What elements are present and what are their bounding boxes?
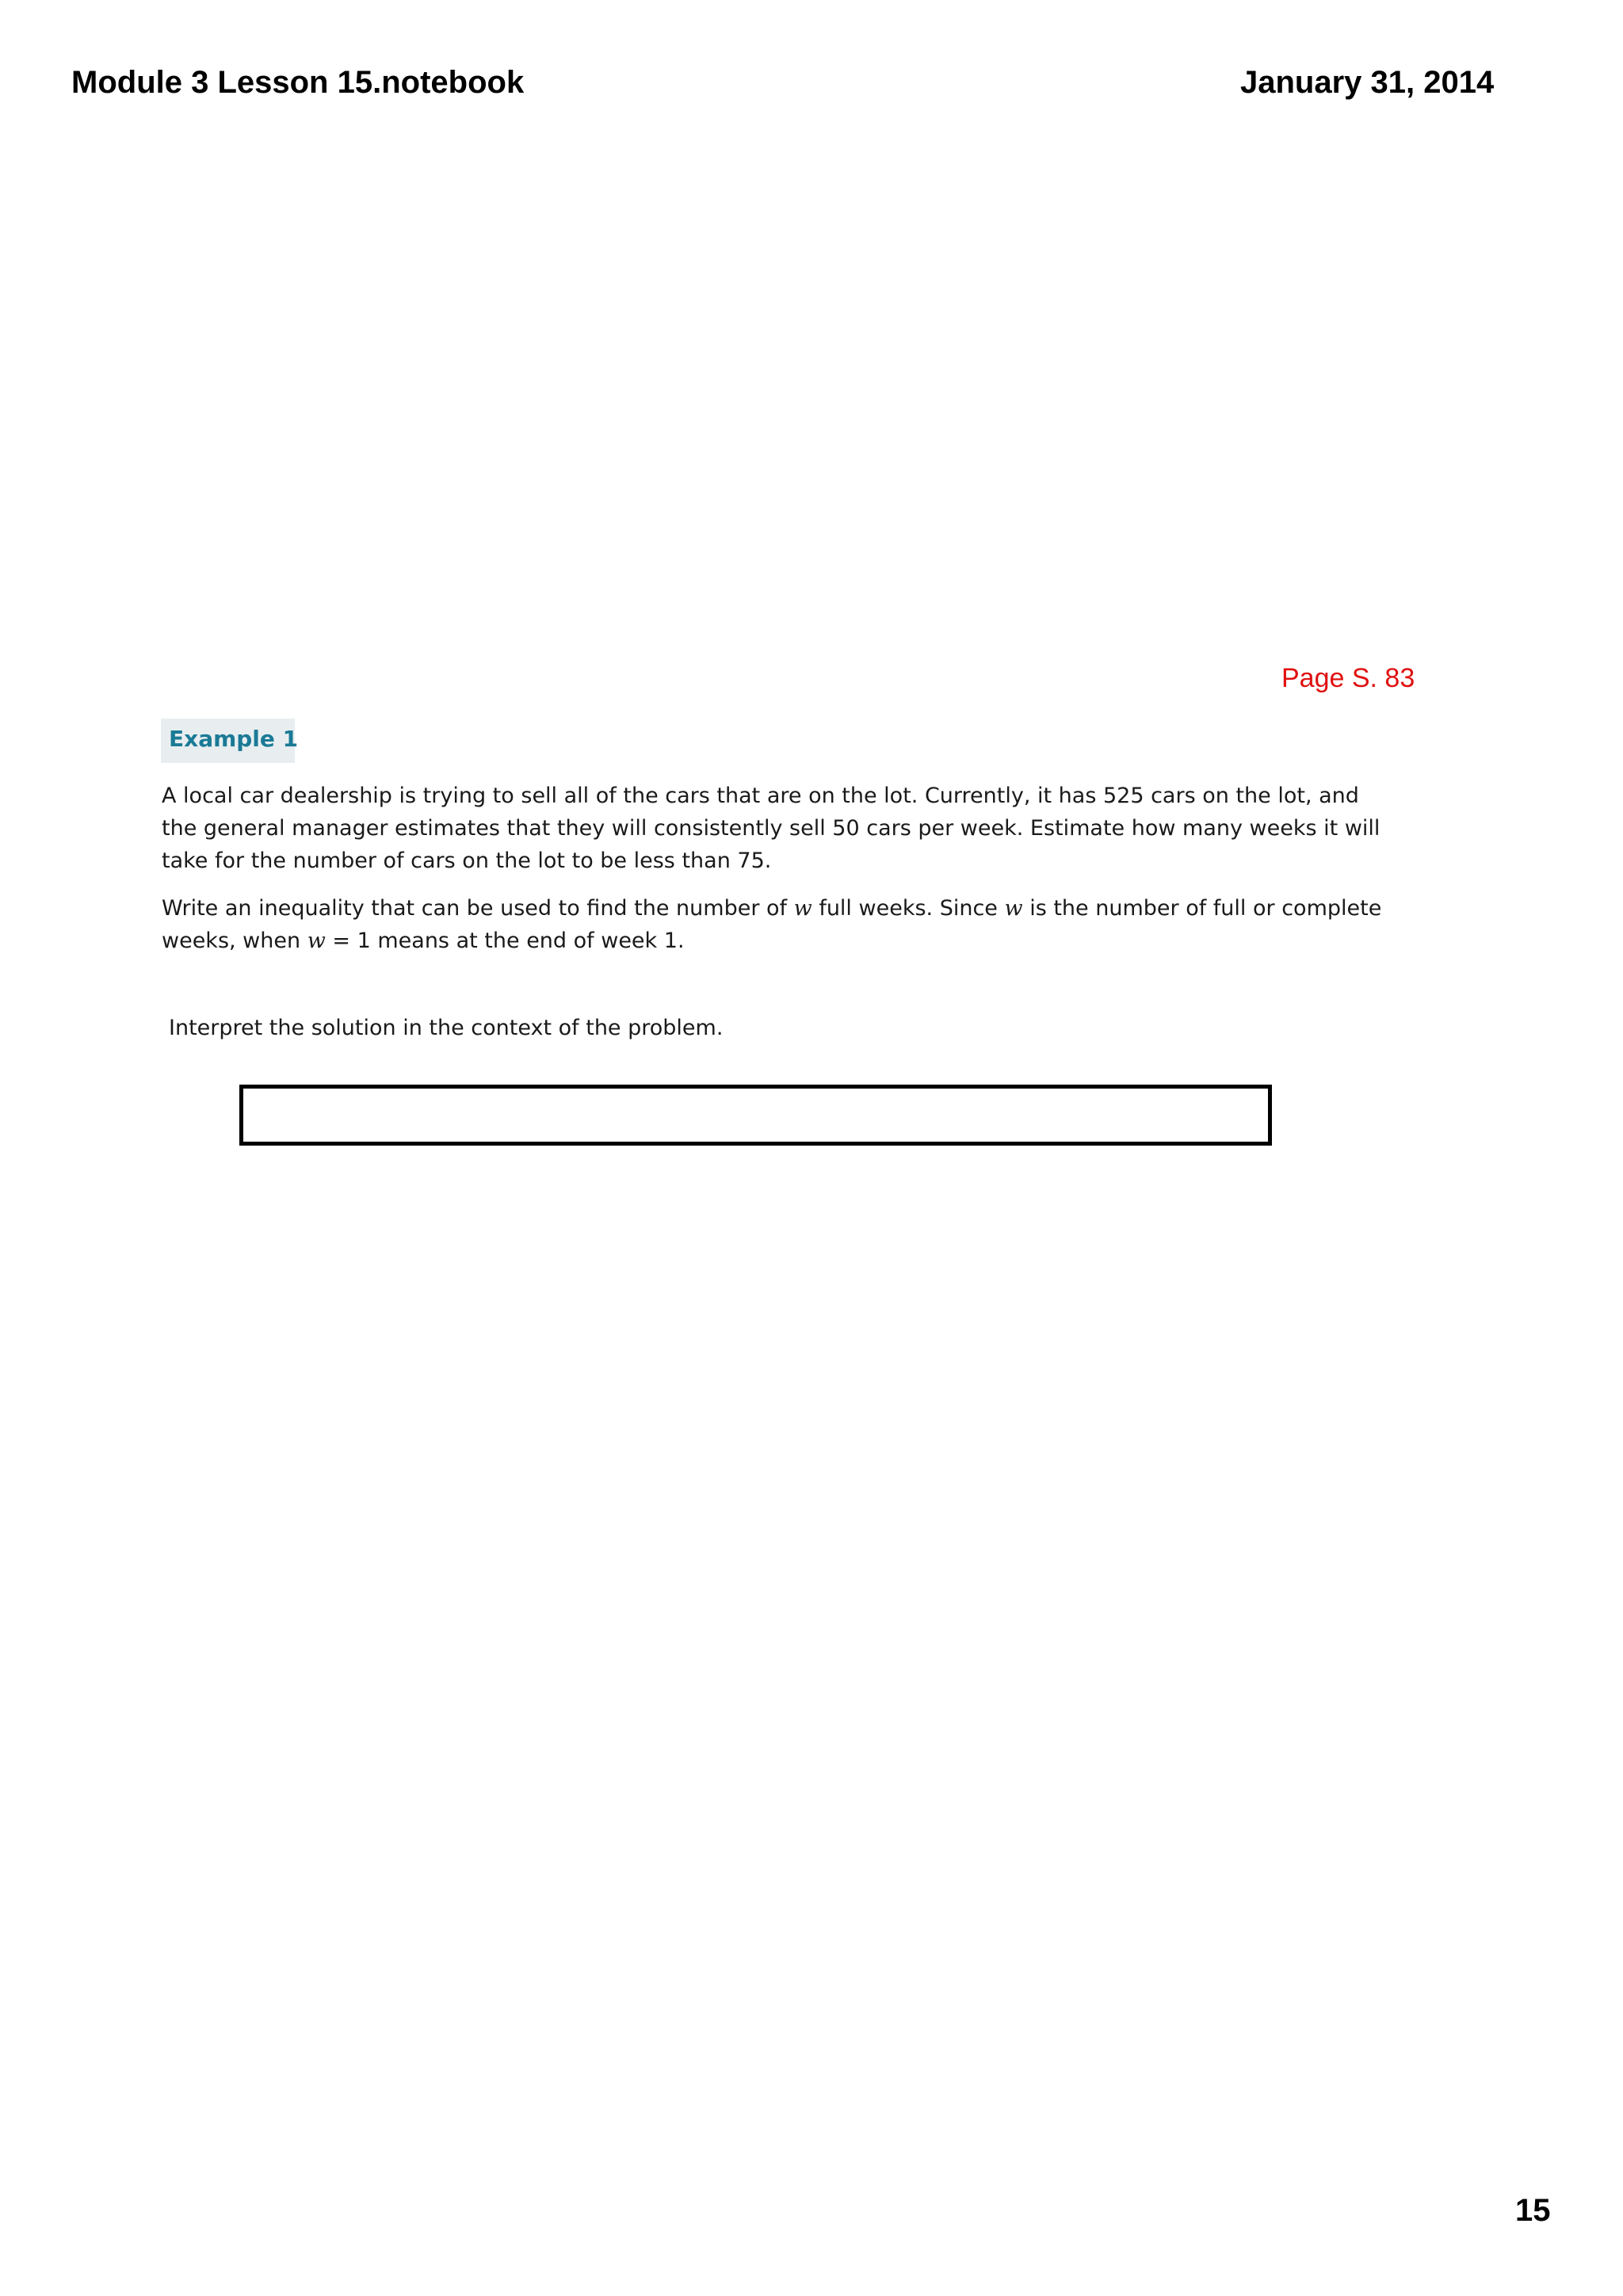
variable-w: w (793, 896, 812, 921)
example-tab (161, 719, 299, 763)
variable-w: w (1004, 896, 1023, 921)
inequality-prompt-text-1: Write an inequality that can be used to find the number of (162, 896, 794, 921)
example-label: Example 1 (169, 726, 299, 752)
page-reference: Page S. 83 (1281, 663, 1415, 693)
interpret-prompt: Interpret the solution in the context of the problem. (169, 1016, 724, 1040)
document-title: Module 3 Lesson 15.notebook (71, 65, 525, 100)
page-number: 15 (1515, 2193, 1551, 2228)
inequality-prompt-text-3: is the number of full or complete weeks, when (162, 896, 1382, 953)
variable-w: w (307, 929, 326, 953)
inequality-prompt-text-4: = 1 means at the end of week 1. (325, 929, 685, 953)
answer-box[interactable] (239, 1085, 1272, 1146)
inequality-prompt-text-2: full weeks. Since (812, 896, 1005, 921)
document-date: January 31, 2014 (1240, 65, 1495, 100)
inequality-prompt (162, 892, 1398, 957)
problem-text: A local car dealership is trying to sell all of the cars that are on the lot. Currently, it has 525 cars on the lot, and the general manager estimates that they will consistently sell 50 cars per week. Estimate how many weeks it will take for the number of cars on the lot to be less than 75. (162, 784, 1381, 873)
